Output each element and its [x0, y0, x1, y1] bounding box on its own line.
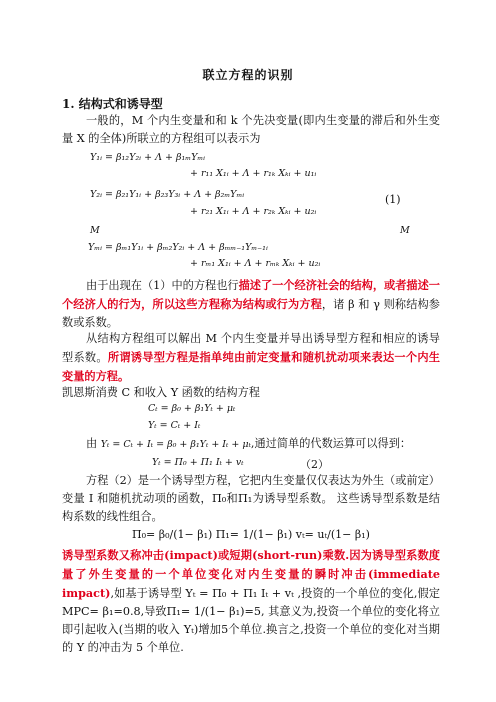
derivation-paragraph — [62, 435, 440, 454]
keynes-paragraph: 凯恩斯消费 C 和收入 Y 函数的结构方程 — [62, 386, 260, 399]
equation-1b: + r₁₁ X₁ᵢ + Λ + r₁ₖ Xₖᵢ + u₁ᵢ — [190, 168, 317, 179]
text-run: ，诸 β 和 γ 则称结构参数或系数。 — [62, 298, 440, 329]
equation-number-2: （2） — [300, 458, 329, 471]
reduced-form-description: 方程（2）是一个诱导型方程，它把内生变量仅仅表达为外生（或前定）变量 I 和随机扰动项的函数，Π₀和Π₁为诱导型系数。 这些诱导型系数是结构系数的线性组合。 — [62, 474, 440, 523]
equation-2a: Y₂ᵢ = β₂₁Y₁ᵢ + β₂₃Y₃ᵢ + Λ + β₂ₘYₘᵢ — [90, 189, 245, 200]
equation-2b: + r₂₁ X₁ᵢ + Λ + r₂ₖ Xₖᵢ + u₂ᵢ — [190, 206, 317, 217]
income-identity: Yₜ = Cₜ + Iₜ — [148, 420, 201, 431]
vertical-dots-left: M — [90, 225, 100, 236]
page-title: 联立方程的识别 — [202, 68, 294, 82]
highlight-structural: 描述了一个经济社会的结构，或者描述一个经济人的行为，所以这些方程称为结构或行为方程 — [62, 278, 440, 311]
text-run: ,通过简单的代数运算可以得到： — [250, 437, 412, 450]
text-run: ,如基于诱导型 Yₜ = Π₀ + Π₁ Iₜ + vₜ ,投资的一个单位的变化,假定 MPC= β₁=0.8,导致Π₁= 1/(1− β₁)=5, 其意义为,投资一个单位的变化将立即引起收入(当期的收入 Yₜ)增加5个单位.换言之,投资一个单位的变化对当期的 Y 的冲击为 5 个单位. — [62, 587, 440, 654]
vertical-dots-right: M — [400, 225, 410, 236]
impact-paragraph — [62, 546, 440, 657]
equation-3a: Yₘᵢ = βₘ₁Y₁ᵢ + βₘ₂Y₂ᵢ + Λ + βₘₘ₋₁Yₘ₋₁ᵢ — [88, 242, 268, 253]
consumption-equation: Cₜ = β₀ + β₁Yₜ + μₜ — [148, 403, 236, 414]
highlight-reduced-form: 所谓诱导型方程是指单纯由前定变量和随机扰动项来表达一个内生变量的方程。 — [62, 350, 440, 383]
text-run: 由于出现在（1）中的方程也行 — [86, 279, 239, 292]
section-heading: 1. 结构式和诱导型 — [62, 97, 163, 111]
coefficients-line: Π₀= β₀/(1− β₁) Π₁= 1/(1− β₁) vₜ= uₜ/(1− β₁) — [132, 528, 370, 541]
text-run: 从结构方程组可以解出 M 个内生变量并导出诱导型方程和相应的诱导型系数。 — [62, 332, 440, 364]
reduced-form-equation: Yₜ = Π₀ + Π₁ Iₜ + vₜ — [152, 457, 244, 468]
text-run: 由 — [86, 437, 98, 450]
equation-number-1: (1) — [385, 193, 401, 206]
inline-equation: Yₜ = Cₜ + Iₜ = β₀ + β₁Yₜ + Iₜ + μₜ — [100, 439, 251, 450]
structure-paragraph — [62, 276, 440, 332]
intro-paragraph: 一般的，M 个内生变量和和 k 个先决变量(即内生变量的滞后和外生变量 X 的全体)所联立的方程组可以表示为 — [62, 114, 440, 145]
reduced-form-paragraph — [62, 330, 440, 386]
equation-3b: + rₘ₁ X₁ᵢ + Λ + rₘₖ Xₖᵢ + u₂ᵢ — [190, 258, 321, 269]
equation-1a: Y₁ᵢ = β₁₂Y₂ᵢ + Λ + β₁ₘYₘᵢ — [90, 152, 206, 163]
highlight-impact-multiplier: 诱导型系数又称冲击(impact)或短期(short-run)乘数.因为诱导型系数度量了外生变量的一个单位变化对内生变量的瞬时冲击(immediate impact) — [62, 548, 440, 600]
